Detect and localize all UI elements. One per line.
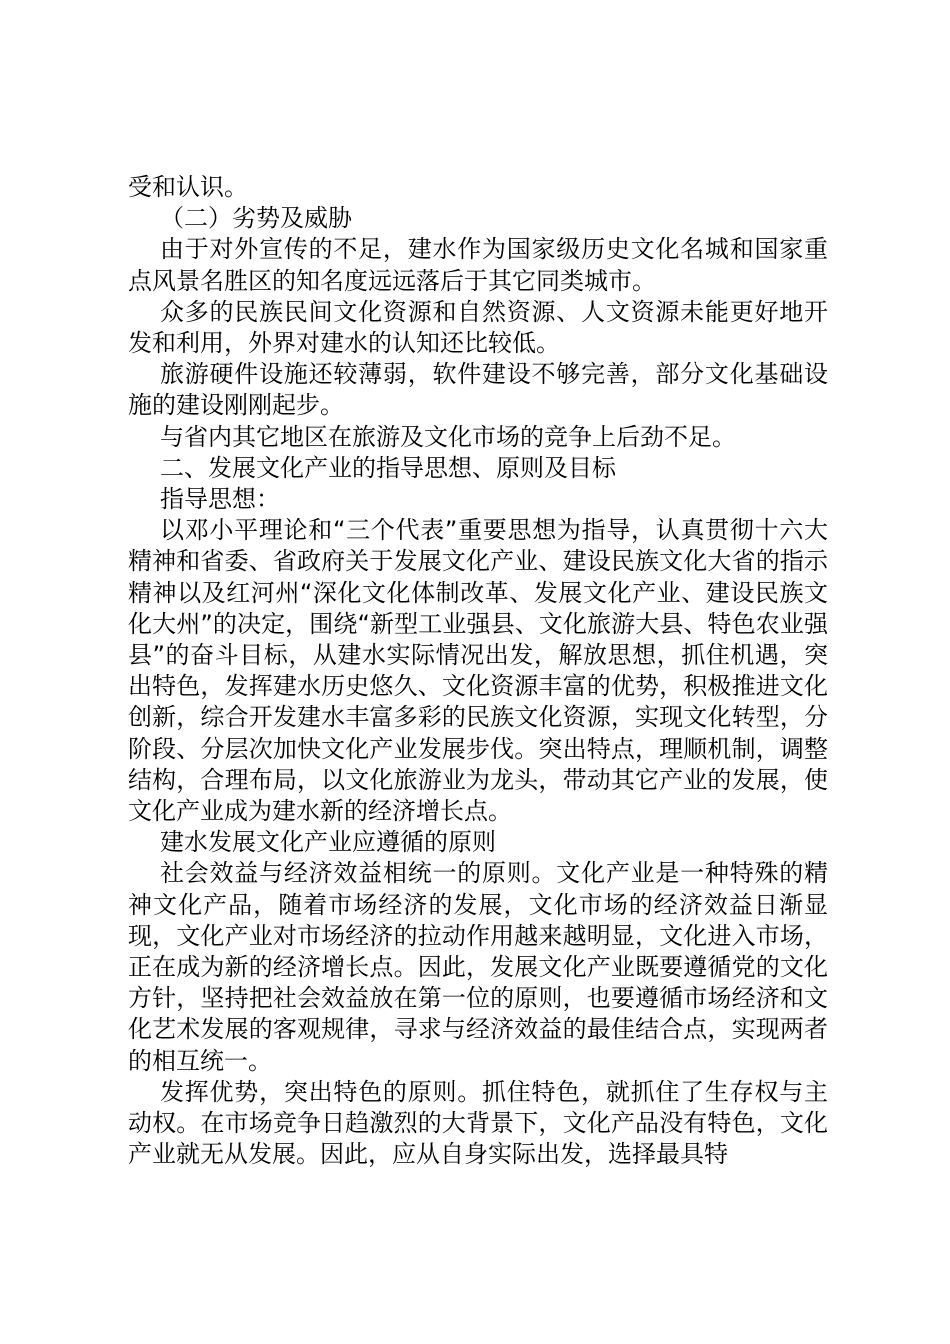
paragraph-publicity: 由于对外宣传的不足，建水作为国家级历史文化名城和国家重点风景名胜区的知名度远远落后于其它同类城市。 [128, 235, 828, 295]
paragraph-guiding-ideology: 以邓小平理论和“三个代表”重要思想为指导，认真贯彻十六大精神和省委、省政府关于发展文化产业、建设民族文化大省的指示精神以及红河州“深化文化体制改革、发展文化产业、建设民族文化大州”的决定，围绕“新型工业强县、文化旅游大县、特色农业强县”的奋斗目标，从建水实际情况出发，解放思想，抓住机遇，突出特色，发挥建水历史悠久、文化资源丰富的优势，积极推进文化创新，综合开发建水丰富多彩的民族文化资源，实现文化转型，分阶段、分层次加快文化产业发展步伐。突出特点，理顺机制，调整结构，合理布局，以文化旅游业为龙头，带动其它产业的发展，使文化产业成为建水新的经济增长点。 [128, 516, 828, 826]
document-page [128, 172, 828, 1171]
paragraph-principle-advantages: 发挥优势，突出特色的原则。抓住特色，就抓住了生存权与主动权。在市场竞争日趋激烈的大背景下，文化产品没有特色，文化产业就无从发展。因此，应从自身实际出发，选择最具特 [128, 1077, 828, 1169]
section-heading-weaknesses: （二）劣势及威胁 [160, 204, 352, 233]
paragraph-facilities: 旅游硬件设施还较薄弱，软件建设不够完善，部分文化基础设施的建设刚刚起步。 [128, 360, 828, 420]
paragraph-principle-benefits: 社会效益与经济效益相统一的原则。文化产业是一种特殊的精神文化产品，随着市场经济的发展，文化市场的经济效益日渐显现，文化产业对市场经济的拉动作用越来越明显，文化进入市场，正在成为新的经济增长点。因此，发展文化产业既要遵循党的文化方针，坚持把社会效益放在第一位的原则，也要遵循市场经济和文化艺术发展的客观规律，寻求与经济效益的最佳结合点，实现两者的相互统一。 [128, 859, 828, 1075]
paragraph-competition: 与省内其它地区在旅游及文化市场的竞争上后劲不足。 [160, 422, 736, 451]
section-heading-guiding-ideology: 二、发展文化产业的指导思想、原则及目标 [160, 453, 616, 482]
paragraph-continuation: 受和认识。 [128, 173, 248, 201]
paragraph-resources: 众多的民族民间文化资源和自然资源、人文资源未能更好地开发和利用，外界对建水的认知还比较低。 [128, 297, 828, 358]
subheading-guiding-ideology: 指导思想： [160, 485, 280, 514]
subheading-principles: 建水发展文化产业应遵循的原则 [160, 828, 496, 857]
